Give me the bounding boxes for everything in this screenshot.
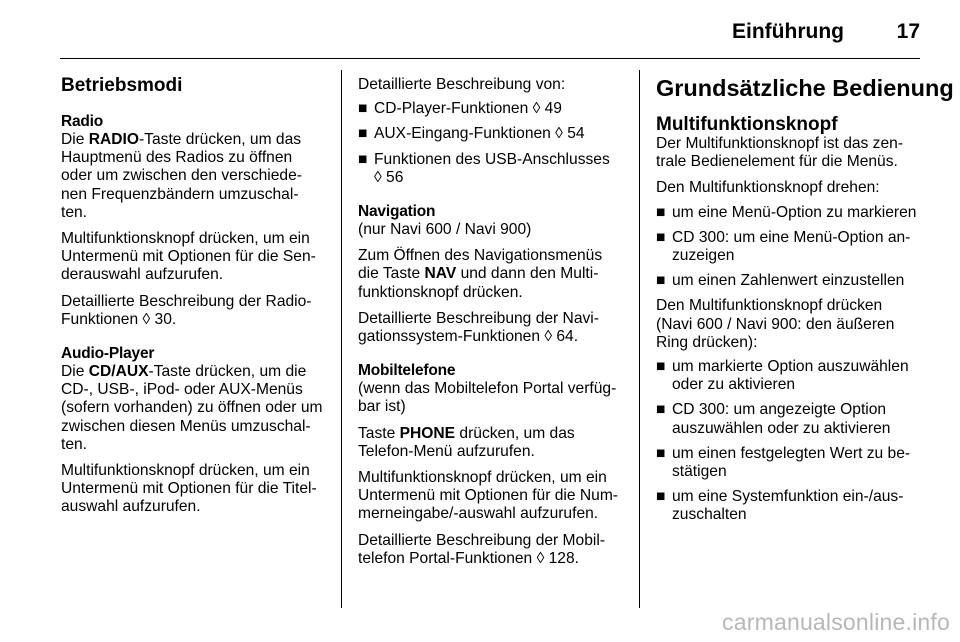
key-label: PHONE — [399, 424, 456, 442]
list-item: ■ Funktionen des USB-Anschlusses ◊ 56 — [358, 150, 610, 186]
paragraph: Multifunktionsknopf drücken, um ein Untermenü mit Optionen für die Num- merneingabe/-auswahl aufzurufen. — [358, 469, 618, 523]
section-audio-player — [61, 345, 326, 517]
key-label: CD/AUX — [88, 363, 149, 381]
bullet-icon: ■ — [358, 125, 368, 143]
bullet-icon: ■ — [656, 488, 666, 506]
section-mobile-phones — [358, 362, 623, 568]
subheading-multifunktionsknopf: Multifunktionsknopf — [656, 114, 838, 135]
paragraph: Die CD/AUX-Taste drücken, um die CD-, USB-, iPod- oder AUX-Menüs (sofern vorhanden) zu öffnen oder um zwischen diesen Menüs umzuschal- ten. — [61, 363, 323, 453]
paragraph: Detaillierte Beschreibung der Navi- gationssystem-Funktionen ◊ 64. — [358, 309, 599, 346]
key-label: NAV — [424, 265, 457, 283]
bullet-icon: ■ — [656, 401, 666, 419]
list-item — [358, 125, 623, 143]
section-heading-betriebsmodi: Betriebsmodi — [61, 75, 183, 96]
paragraph: Zum Öffnen des Navigationsmenüs die Taste NAV und dann den Multi- funktionsknopf drücken. — [358, 247, 603, 301]
paragraph: Multifunktionsknopf drücken, um ein Untermenü mit Optionen für die Sen- derauswahl aufzurufen. — [61, 230, 316, 284]
page-number: 17 — [896, 20, 920, 43]
bullet-icon: ■ — [656, 444, 666, 462]
list-item: ■ um eine Systemfunktion ein-/aus- zuschalten — [656, 488, 904, 524]
key-label: RADIO — [88, 131, 139, 148]
cross-reference: gationssystem-Funktionen ◊ 64. — [358, 328, 579, 346]
subheading-radio: Radio — [61, 113, 104, 130]
list-item: ■ um einen festgelegten Wert zu be- stätigen — [656, 444, 911, 481]
bullet-icon: ■ — [358, 100, 368, 118]
paragraph: Die RADIO-Taste drücken, um das Hauptmenü des Radios zu öffnen oder um zwischen den verschiede- nen Frequenzbändern umzuschal- ten. — [61, 131, 302, 221]
paragraph: Der Multifunktionsknopf ist das zen- trale Bedienelement für die Menüs. — [656, 135, 904, 171]
bullet-icon: ■ — [656, 203, 666, 221]
paragraph: Multifunktionsknopf drücken, um ein Untermenü mit Optionen für die Titel- auswahl aufzurufen. — [61, 462, 317, 516]
bullet-icon: ■ — [656, 358, 666, 376]
bullet-icon: ■ — [358, 150, 368, 168]
section-navigation — [358, 203, 623, 346]
column-2 — [358, 76, 623, 584]
bullet-icon: ■ — [656, 228, 666, 246]
page-header — [60, 18, 920, 59]
cross-reference: telefon Portal-Funktionen ◊ 128. — [358, 549, 579, 567]
cross-reference: Funktionen ◊ 30. — [61, 310, 177, 328]
subheading-mobile-phones: Mobiltelefone — [358, 362, 456, 380]
cross-reference: CD-Player-Funktionen ◊ 49 — [374, 100, 562, 118]
subtitle: (nur Navi 600 / Navi 900) — [358, 221, 532, 239]
subheading-navigation: Navigation — [358, 203, 436, 221]
paragraph: Detaillierte Beschreibung der Radio- Funktionen ◊ 30. — [61, 292, 312, 328]
header-title: Einführung — [732, 20, 844, 43]
list-item: ■ um eine Menü-Option zu markieren — [656, 203, 917, 221]
intro-text: Den Multifunktionsknopf drücken (Navi 600 / Navi 900: den äußeren Ring drücken): — [656, 297, 895, 351]
column-1 — [61, 74, 326, 533]
list-item: ■ CD 300: um eine Menü-Option an- zuzeigen — [656, 228, 911, 265]
paragraph: Detaillierte Beschreibung der Mobil- telefon Portal-Funktionen ◊ 128. — [358, 531, 606, 567]
subheading-audio-player: Audio-Player — [61, 345, 155, 363]
column-divider-1 — [341, 70, 342, 608]
list-item: ■ um einen Zahlenwert einzustellen — [656, 272, 905, 290]
intro-text: Den Multifunktionsknopf drehen: — [656, 179, 880, 197]
section-heading-grundsaetzliche-bedienung: Grundsätzliche Bedienung — [656, 75, 954, 101]
cross-reference: ◊ 56 — [374, 168, 404, 186]
list-item: ■ CD 300: um angezeigte Option auszuwählen oder zu aktivieren — [656, 401, 891, 437]
list-item — [358, 100, 623, 118]
column-3 — [656, 74, 954, 532]
intro-text: Detaillierte Beschreibung von: — [358, 76, 566, 93]
list-item: ■ um markierte Option auszuwählen oder zu aktivieren — [656, 358, 909, 394]
cross-reference: AUX-Eingang-Funktionen ◊ 54 — [374, 125, 585, 143]
subtitle: (wenn das Mobiltelefon Portal verfüg- bar ist) — [358, 380, 617, 416]
watermark: carmanualsonline.info — [722, 609, 950, 635]
paragraph: Taste PHONE drücken, um das Telefon-Menü aufzurufen. — [358, 424, 575, 460]
section-radio — [61, 113, 326, 329]
column-divider-2 — [639, 70, 640, 608]
bullet-icon: ■ — [656, 272, 666, 290]
